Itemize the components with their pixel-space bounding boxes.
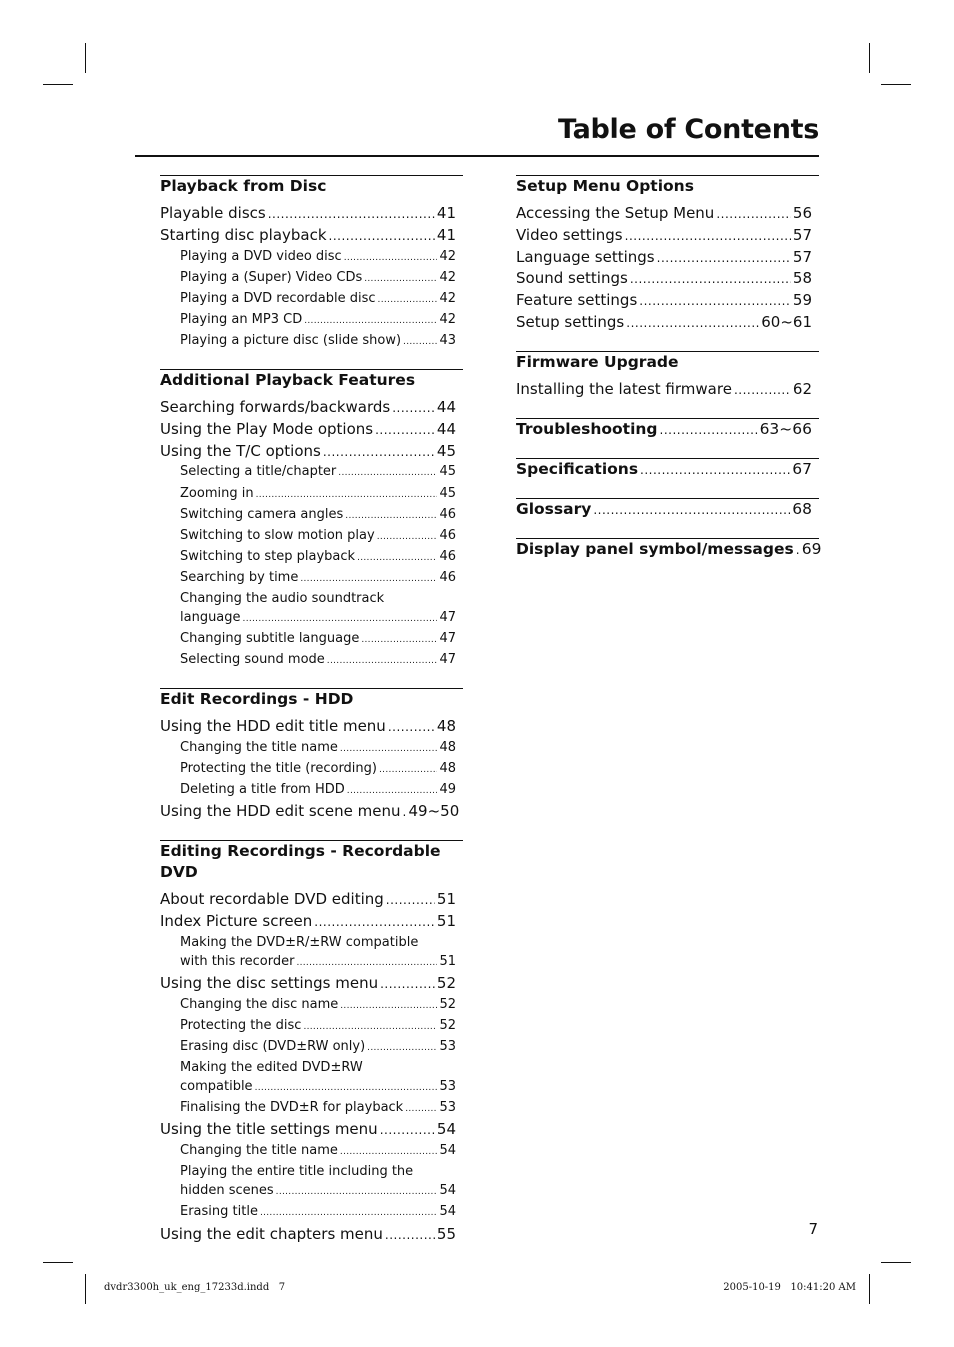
toc-section (516, 458, 819, 481)
toc-section-heading: Edit Recordings - HDD (160, 690, 354, 709)
dot-leader (377, 528, 438, 547)
dot-leader (403, 333, 437, 352)
toc-section (516, 418, 819, 441)
toc-page-number: 56 (792, 204, 812, 222)
toc-section-heading: Display panel symbol/messages (516, 539, 794, 558)
dot-leader (380, 1120, 435, 1141)
crop-mark (869, 1274, 870, 1304)
toc-page-number: 52 (436, 974, 456, 993)
toc-subentry[interactable] (160, 759, 463, 780)
dot-leader (345, 507, 437, 526)
toc-page-number: 51 (436, 890, 456, 909)
toc-page-number: 49~50 (408, 802, 460, 821)
dot-leader (734, 380, 791, 401)
toc-section (160, 688, 463, 823)
toc-page-number: 54 (439, 1143, 456, 1159)
dot-leader (268, 204, 435, 225)
toc-entry-title: Using the HDD edit title menu (160, 717, 386, 736)
dot-leader (327, 652, 438, 671)
toc-entry-title: Changing subtitle language (180, 631, 360, 647)
toc-entry-title: Playing a (Super) Video CDs (180, 269, 363, 285)
footer-timestamp: 2005-10-19 10:41:20 AM (723, 1282, 856, 1293)
toc-entry[interactable] (516, 312, 819, 334)
toc-page-number: 60~61 (761, 312, 812, 331)
toc-entry[interactable] (160, 441, 463, 463)
toc-entry[interactable] (160, 419, 463, 441)
toc-page-number: 48 (436, 717, 456, 736)
toc-subentry[interactable] (160, 1016, 463, 1037)
toc-page-number: 62 (792, 379, 812, 398)
toc-entry-title: Selecting sound mode (180, 652, 325, 668)
dot-leader (626, 313, 759, 334)
toc-subentry[interactable] (160, 629, 463, 650)
dot-leader (386, 890, 435, 911)
toc-entry-title: language (180, 610, 241, 626)
toc-subentry[interactable] (160, 780, 463, 801)
toc-entry[interactable] (160, 911, 463, 933)
toc-section-heading: Firmware Upgrade (516, 352, 679, 371)
dot-leader (340, 1143, 438, 1162)
toc-page-number: 67 (792, 459, 812, 478)
footer-file-info: dvdr3300h_uk_eng_17233d.indd 7 (104, 1282, 286, 1293)
dot-leader (375, 420, 435, 441)
toc-entry-title: Changing the disc name (180, 996, 339, 1012)
crop-mark (43, 1262, 73, 1263)
toc-page-number: 58 (792, 269, 812, 288)
dot-leader (367, 1039, 437, 1058)
toc-subentry[interactable] (160, 1181, 463, 1202)
toc-page-number: 59 (792, 291, 812, 310)
toc-subentry[interactable] (160, 568, 463, 589)
toc-page-number: 54 (439, 1183, 456, 1199)
dot-leader (300, 570, 437, 589)
toc-section-heading: Setup Menu Options (516, 177, 694, 195)
toc-entry-title: compatible (180, 1079, 253, 1095)
toc-section-heading: Playback from Disc (160, 177, 327, 195)
dot-leader (378, 291, 438, 310)
crop-mark (85, 43, 86, 73)
toc-subentry[interactable] (160, 995, 463, 1016)
toc-page-number: 47 (439, 652, 456, 668)
toc-page-number: 47 (439, 610, 456, 626)
toc-entry[interactable] (160, 1224, 463, 1246)
toc-page-number: 49 (439, 782, 456, 798)
dot-leader (256, 486, 438, 505)
dot-leader (364, 270, 437, 289)
toc-entry-title: Switching camera angles (180, 506, 344, 522)
toc-entry-title: Selecting a title/chapter (180, 464, 337, 480)
toc-entry-title: Playing a DVD recordable disc (180, 290, 376, 306)
toc-right-column (516, 175, 822, 578)
toc-entry-title: Using the HDD edit scene menu (160, 802, 401, 821)
toc-page-number: 51 (436, 912, 456, 931)
toc-subentry[interactable] (160, 331, 463, 352)
toc-page-number: 68 (792, 499, 812, 518)
toc-entry-title: Using the Play Mode options (160, 419, 374, 438)
toc-entry-title: Searching forwards/backwards (160, 398, 391, 417)
toc-section-link[interactable] (516, 539, 822, 561)
toc-page-number: 53 (439, 1100, 456, 1116)
toc-subentry[interactable] (160, 505, 463, 526)
dot-leader (640, 460, 790, 481)
toc-entry-title: Deleting a title from HDD (180, 782, 345, 798)
dot-leader (593, 500, 790, 521)
dot-leader (276, 1183, 438, 1202)
toc-page-number: 63~66 (759, 419, 812, 438)
title-rule (135, 155, 819, 157)
toc-entry-title: Sound settings (516, 269, 628, 288)
toc-subentry[interactable] (160, 1141, 463, 1162)
toc-section (160, 840, 463, 1245)
toc-entry-title: Erasing title (180, 1204, 258, 1220)
toc-page-number: 46 (439, 569, 456, 585)
toc-section-link[interactable] (516, 499, 819, 521)
toc-entry[interactable] (160, 973, 463, 995)
toc-entry-line: Changing the audio soundtrack (180, 591, 385, 607)
dot-leader (340, 997, 437, 1016)
toc-entry-title: Installing the latest firmware (516, 379, 732, 398)
toc-entry[interactable] (516, 268, 819, 290)
dot-leader (388, 717, 435, 738)
toc-section-heading: Editing Recordings - Recordable DVD (160, 842, 441, 882)
toc-entry-title: Feature settings (516, 291, 638, 310)
toc-subentry[interactable] (160, 484, 463, 505)
crop-mark (881, 84, 911, 85)
toc-subentry[interactable] (160, 608, 463, 629)
toc-page-number: 46 (439, 527, 456, 543)
toc-page-number: 55 (436, 1224, 456, 1243)
toc-entry[interactable] (160, 203, 463, 225)
toc-section (516, 498, 819, 521)
dot-leader (314, 912, 435, 933)
toc-page-number: 52 (439, 996, 456, 1012)
toc-entry-title: Switching to slow motion play (180, 527, 375, 543)
toc-page-number: 45 (439, 464, 456, 480)
toc-entry-title: Changing the title name (180, 1143, 338, 1159)
toc-entry-line: Making the edited DVD±RW (180, 1060, 363, 1076)
toc-page-number: 47 (439, 631, 456, 647)
dot-leader (329, 226, 435, 247)
toc-entry-title: Playing a picture disc (slide show) (180, 332, 402, 348)
toc-entry[interactable] (516, 290, 819, 312)
toc-section-heading: Specifications (516, 459, 639, 478)
dot-leader (639, 291, 791, 312)
toc-entry-title: Setup settings (516, 312, 625, 331)
dot-leader (796, 540, 800, 561)
page-number: 7 (808, 1220, 818, 1238)
toc-page-number: 48 (439, 761, 456, 777)
dot-leader (255, 1079, 438, 1098)
toc-entry-title: Erasing disc (DVD±RW only) (180, 1039, 366, 1055)
toc-section-link[interactable] (516, 419, 819, 441)
toc-entry-title: Video settings (516, 225, 623, 244)
toc-entry-title: Searching by time (180, 569, 299, 585)
toc-entry-line: Playing the entire title including the (180, 1164, 414, 1180)
toc-page-number: 54 (439, 1204, 456, 1220)
toc-section-heading: Additional Playback Features (160, 371, 416, 390)
crop-mark (881, 1262, 911, 1263)
toc-entry[interactable] (516, 379, 819, 401)
toc-entry-title: Accessing the Setup Menu (516, 204, 715, 222)
toc-subentry[interactable] (160, 1202, 463, 1223)
toc-entry[interactable] (160, 801, 463, 823)
toc-entry-title: Index Picture screen (160, 912, 313, 931)
dot-leader (385, 1225, 435, 1246)
dot-leader (260, 1204, 438, 1223)
crop-mark (43, 84, 73, 85)
toc-entry[interactable] (160, 1119, 463, 1141)
toc-page-number: 57 (792, 247, 812, 266)
dot-leader (657, 248, 791, 269)
toc-subentry[interactable] (160, 650, 463, 671)
toc-entry-title: Changing the title name (180, 740, 338, 756)
dot-leader (403, 802, 407, 823)
toc-page-number: 42 (439, 311, 456, 327)
toc-page-number: 52 (439, 1017, 456, 1033)
toc-entry-line: Making the DVD±R/±RW compatible (180, 934, 419, 950)
toc-entry[interactable] (160, 225, 463, 247)
toc-entry-title: Playing a DVD video disc (180, 248, 342, 264)
dot-leader (379, 761, 437, 780)
toc-entry-title: Using the disc settings menu (160, 974, 379, 993)
toc-page-number: 42 (439, 290, 456, 306)
toc-page-number: 51 (439, 953, 456, 969)
dot-leader (660, 420, 758, 441)
toc-entry-title: Using the T/C options (160, 441, 321, 460)
toc-subentry[interactable] (160, 1077, 463, 1098)
toc-subentry[interactable] (160, 547, 463, 568)
toc-page-number: 45 (439, 485, 456, 501)
toc-page-number: 53 (439, 1039, 456, 1055)
dot-leader (630, 269, 791, 290)
toc-page-number: 42 (439, 248, 456, 264)
dot-leader (357, 549, 437, 568)
toc-subentry[interactable] (160, 289, 463, 310)
toc-entry-title: Finalising the DVD±R for playback (180, 1100, 404, 1116)
dot-leader (243, 610, 438, 629)
toc-entry-title: Starting disc playback (160, 225, 327, 244)
toc-page-number: 54 (436, 1120, 456, 1139)
toc-section-link[interactable] (516, 459, 819, 481)
toc-entry-title: Playable discs (160, 204, 266, 222)
toc-entry-title: Protecting the title (recording) (180, 761, 377, 777)
toc-entry-title: Language settings (516, 247, 655, 266)
dot-leader (296, 954, 437, 973)
dot-leader (392, 398, 435, 419)
toc-subentry[interactable] (160, 247, 463, 268)
toc-entry-title: Switching to step playback (180, 548, 356, 564)
toc-section (516, 538, 822, 561)
toc-page-number: 46 (439, 548, 456, 564)
toc-entry[interactable] (160, 716, 463, 738)
dot-leader (344, 249, 438, 268)
toc-subentry[interactable] (160, 1037, 463, 1058)
toc-entry-title: Protecting the disc (180, 1017, 302, 1033)
toc-entry-title: About recordable DVD editing (160, 890, 384, 909)
toc-subentry[interactable] (160, 738, 463, 759)
toc-page-number: 44 (436, 419, 456, 438)
toc-page-number: 42 (439, 269, 456, 285)
toc-page-number: 43 (439, 332, 456, 348)
toc-entry[interactable] (160, 889, 463, 911)
toc-section (160, 175, 463, 352)
toc-page-number: 53 (439, 1079, 456, 1095)
toc-entry-title: Zooming in (180, 485, 254, 501)
dot-leader (323, 442, 435, 463)
toc-entry-title: Using the edit chapters menu (160, 1224, 383, 1243)
dot-leader (716, 204, 791, 225)
toc-page-number: 69 (801, 539, 822, 558)
toc-entry-title: Using the title settings menu (160, 1120, 378, 1139)
toc-section (516, 351, 819, 401)
toc-entry-title: Playing an MP3 CD (180, 311, 303, 327)
toc-page-number: 41 (436, 204, 456, 222)
dot-leader (347, 782, 438, 801)
toc-entry[interactable] (516, 203, 819, 225)
toc-subentry[interactable] (160, 952, 463, 973)
toc-subentry[interactable] (160, 462, 463, 483)
toc-page-number: 46 (439, 506, 456, 522)
dot-leader (304, 312, 437, 331)
toc-left-column (160, 175, 463, 1262)
toc-subentry[interactable] (160, 268, 463, 289)
toc-entry-title: with this recorder (180, 953, 295, 969)
dot-leader (303, 1018, 437, 1037)
toc-subentry[interactable] (160, 1098, 463, 1119)
toc-subentry[interactable] (160, 526, 463, 547)
dot-leader (340, 740, 438, 759)
dot-leader (361, 631, 437, 650)
toc-subentry[interactable] (160, 310, 463, 331)
toc-entry[interactable] (516, 247, 819, 269)
dot-leader (380, 974, 435, 995)
crop-mark (869, 43, 870, 73)
toc-page-number: 44 (436, 398, 456, 417)
toc-page-number: 57 (792, 225, 812, 244)
dot-leader (405, 1100, 437, 1119)
toc-section (516, 175, 819, 334)
page-title: Table of Contents (557, 114, 819, 145)
dot-leader (625, 226, 791, 247)
toc-entry-title: hidden scenes (180, 1183, 274, 1199)
toc-section (160, 369, 463, 671)
toc-section-heading: Glossary (516, 499, 592, 518)
toc-entry[interactable] (160, 397, 463, 419)
crop-mark (85, 1274, 86, 1304)
toc-page-number: 48 (439, 740, 456, 756)
toc-page-number: 41 (436, 225, 456, 244)
dot-leader (338, 464, 437, 483)
toc-page-number: 45 (436, 441, 456, 460)
toc-section-heading: Troubleshooting (516, 419, 658, 438)
toc-entry[interactable] (516, 225, 819, 247)
